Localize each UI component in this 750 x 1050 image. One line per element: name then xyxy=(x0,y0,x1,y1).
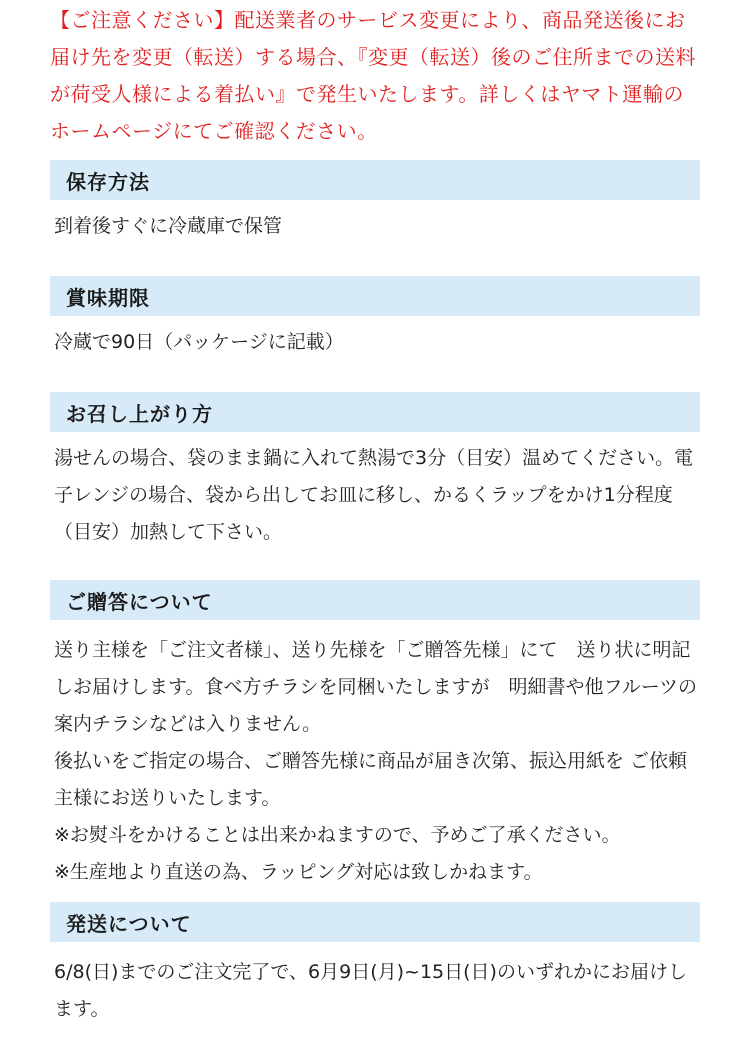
section-shipping xyxy=(50,902,700,1028)
section-header-expiry xyxy=(50,276,700,316)
section-title-storage: 保存方法 xyxy=(66,169,150,194)
section-body-gift xyxy=(50,620,700,891)
section-storage xyxy=(50,160,700,245)
gift-text-noshi: ※お熨斗をかけることは出来かねますので、予めご了承ください。 xyxy=(54,824,621,846)
section-expiry xyxy=(50,276,700,361)
howto-text: 湯せんの場合、袋のまま鍋に入れて熱湯で3分（目安）温めてください。電子レンジの場合、袋から出してお皿に移し、かるくラップをかけ1分程度（目安）加熱して下さい。 xyxy=(54,447,694,543)
shipping-text: 6/8(日)までのご注文完了で、6月9日(月)~15日(日)のいずれかにお届けします。 xyxy=(54,961,687,1020)
section-header-shipping xyxy=(50,902,700,942)
section-body-expiry xyxy=(50,316,700,361)
gift-text-payment: 後払いをご指定の場合、ご贈答先様に商品が届き次第、振込用紙を ご依頼主様にお送りいたします。 xyxy=(54,750,688,809)
shipping-notice: 【ご注意ください】配送業者のサービス変更により、商品発送後にお届け先を変更（転送）する場合、『変更（転送）後のご住所までの送料が荷受人様による着払い』で発生いたします。詳しくはヤマト運輸のホームページにてご確認ください。 xyxy=(50,8,696,143)
section-title-expiry: 賞味期限 xyxy=(66,285,150,310)
gift-text-wrapping: ※生産地より直送の為、ラッピング対応は致しかねます。 xyxy=(54,861,543,883)
section-gift xyxy=(50,580,700,891)
section-header-gift xyxy=(50,580,700,620)
expiry-text: 冷蔵で90日（パッケージに記載） xyxy=(54,331,344,353)
section-body-howto xyxy=(50,432,700,551)
section-body-storage xyxy=(50,200,700,245)
storage-text: 到着後すぐに冷蔵庫で保管 xyxy=(54,215,283,237)
section-body-shipping xyxy=(50,942,700,1028)
section-title-howto: お召し上がり方 xyxy=(66,401,213,426)
section-title-gift: ご贈答について xyxy=(66,589,213,614)
gift-text-sender: 送り主様を「ご注文者様」、送り先様を「ご贈答先様」にて 送り状に明記しお届けします。食べ方チラシを同梱いたしますが 明細書や他フルーツの案内チラシなどは入りません。 xyxy=(54,639,697,735)
section-title-shipping: 発送について xyxy=(66,911,192,936)
section-header-howto xyxy=(50,392,700,432)
section-header-storage xyxy=(50,160,700,200)
section-howto xyxy=(50,392,700,551)
